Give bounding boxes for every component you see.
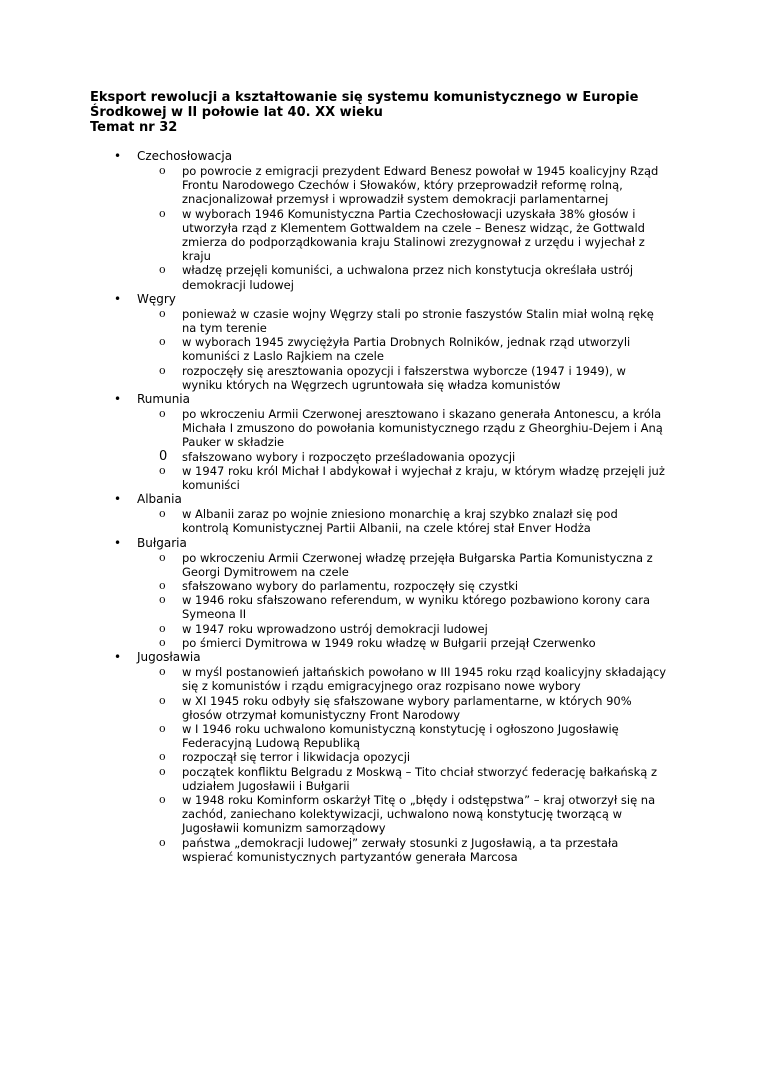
text-line: rozpoczęły się aresztowania opozycji i fałszerstwa wyborcze (1947 i 1949), w xyxy=(182,363,626,378)
text-line: w XI 1945 roku odbyły się sfałszowane wybory parlamentarne, w których 90% xyxy=(182,693,632,708)
list-item xyxy=(0,665,760,693)
title-line: Środkowej w II połowie lat 40. XX wieku xyxy=(90,105,383,120)
sub-bullet-icon: o xyxy=(159,463,166,477)
point-text xyxy=(182,694,677,722)
text-line: kontrolą Komunistycznej Partii Albanii, na czele której stał Enver Hodża xyxy=(182,521,591,536)
point-text xyxy=(182,750,677,764)
point-text xyxy=(182,307,677,335)
point-text xyxy=(182,765,677,793)
sub-bullet-icon: o xyxy=(159,721,166,735)
point-text xyxy=(182,464,677,492)
sub-bullet-icon: o xyxy=(159,335,166,349)
list-item xyxy=(0,694,760,722)
text-line: Symeona II xyxy=(182,607,247,622)
country-name: Rumunia xyxy=(137,392,190,407)
text-line: w 1947 roku król Michał I abdykował i wyjechał z kraju, w którym władzę przejęli już xyxy=(182,463,665,478)
text-line: głosów otrzymał komunistyczny Front Narodowy xyxy=(182,707,461,722)
sub-bullet-icon: o xyxy=(159,635,166,649)
country-heading xyxy=(0,492,760,507)
point-text xyxy=(182,793,677,836)
point-text xyxy=(182,579,677,593)
text-line: początek konfliktu Belgradu z Moskwą – Tito chciał stworzyć federację bałkańską z xyxy=(182,764,658,779)
point-text xyxy=(182,551,677,579)
country-outline xyxy=(0,149,760,864)
sub-bullet-icon: o xyxy=(159,750,166,764)
country-section xyxy=(0,536,760,650)
list-item xyxy=(0,622,760,636)
sub-bullet-icon: o xyxy=(159,550,166,564)
list-item xyxy=(0,836,760,864)
text-line: w I 1946 roku uchwalono komunistyczną konstytucję i ogłoszono Jugosławię xyxy=(182,721,619,736)
country-heading xyxy=(0,149,760,164)
text-line: kraju xyxy=(182,249,211,264)
sub-bullet-icon: o xyxy=(159,792,166,806)
text-line: w 1947 roku wprowadzono ustrój demokracji ludowej xyxy=(182,621,488,636)
point-text xyxy=(182,836,677,864)
bullet-icon: • xyxy=(114,492,122,507)
text-line: Frontu Narodowego Czechów i Słowaków, który przeprowadził reformę rolną, xyxy=(182,178,623,193)
point-list xyxy=(0,407,760,492)
text-line: demokracji ludowej xyxy=(182,277,294,292)
sub-bullet-icon: o xyxy=(159,665,166,679)
text-line: udziałem Jugosławii i Bułgarii xyxy=(182,778,350,793)
list-item xyxy=(0,307,760,335)
country-heading xyxy=(0,650,760,665)
list-item xyxy=(0,335,760,363)
sub-bullet-icon: o xyxy=(159,764,166,778)
point-list xyxy=(0,551,760,650)
bullet-icon: • xyxy=(114,149,122,163)
point-text xyxy=(182,407,677,450)
sub-bullet-icon: o xyxy=(159,363,166,377)
sub-bullet-icon: o xyxy=(159,693,166,707)
text-line: władzę przejęli komuniści, a uchwalona przez nich konstytucja określała ustrój xyxy=(182,263,634,278)
point-list xyxy=(0,164,760,292)
title-line: Eksport rewolucji a kształtowanie się systemu komunistycznego w Europie xyxy=(90,90,639,105)
country-name: Czechosłowacja xyxy=(137,149,233,163)
point-text xyxy=(182,263,677,291)
country-section xyxy=(0,650,760,864)
text-line: w Albanii zaraz po wojnie zniesiono monarchię a kraj szybko znalazł się pod xyxy=(182,507,618,522)
text-line: znacjonalizował przemysł i wprowadził system demokracji parlamentarnej xyxy=(182,192,609,207)
country-section xyxy=(0,292,760,392)
text-line: zmierza do podporządkowania kraju Stalinowi zrezygnował z urzędu i wyjechał z xyxy=(182,235,645,250)
country-name: Węgry xyxy=(137,291,176,306)
sub-bullet-icon: o xyxy=(159,621,166,635)
text-line: w wyborach 1946 Komunistyczna Partia Czechosłowacji uzyskała 38% głosów i xyxy=(182,206,636,221)
bullet-icon: • xyxy=(114,650,122,665)
text-line: się z komunistów i rządu emigracyjnego oraz rozpisano nowe wybory xyxy=(182,679,581,694)
point-text xyxy=(182,364,677,392)
text-line: w myśl postanowień jałtańskich powołano w III 1945 roku rząd koalicyjny składający xyxy=(182,665,667,680)
country-section xyxy=(0,392,760,492)
list-item xyxy=(0,636,760,650)
list-item xyxy=(0,464,760,492)
point-text xyxy=(182,335,677,363)
text-line: po wkroczeniu Armii Czerwonej władzę przejęła Bułgarska Partia Komunistyczna z xyxy=(182,550,653,565)
text-line: ponieważ w czasie wojny Węgrzy stali po stronie faszystów Stalin miał wolną rękę xyxy=(182,306,654,321)
list-item xyxy=(0,722,760,750)
text-line: w wyborach 1945 zwyciężyła Partia Drobnych Rolników, jednak rząd utworzyli xyxy=(182,335,631,350)
list-item xyxy=(0,407,760,450)
text-line: sfałszowano wybory do parlamentu, rozpoczęły się czystki xyxy=(182,579,519,594)
sub-bullet-icon: o xyxy=(159,164,166,177)
list-item xyxy=(0,164,760,207)
country-name: Albania xyxy=(137,492,182,507)
list-item xyxy=(0,551,760,579)
text-line: sfałszowano wybory i rozpoczęto prześladowania opozycji xyxy=(182,449,516,464)
bullet-icon: • xyxy=(114,291,122,306)
text-line: po śmierci Dymitrowa w 1949 roku władzę w Bułgarii przejął Czerwenko xyxy=(182,635,596,650)
sub-bullet-icon: o xyxy=(159,507,166,521)
text-line: Pauker w składzie xyxy=(182,435,285,450)
point-text xyxy=(182,636,677,650)
text-line: komuniści z Laslo Rajkiem na czele xyxy=(182,349,384,364)
text-line: wyniku których na Węgrzech ugruntowała się władza komunistów xyxy=(182,377,561,392)
list-item xyxy=(0,579,760,593)
sub-bullet-icon: o xyxy=(159,835,166,849)
sub-bullet-icon: o xyxy=(159,579,166,593)
point-list xyxy=(0,507,760,535)
text-line: komuniści xyxy=(182,478,240,493)
country-name: Jugosławia xyxy=(137,650,201,665)
text-line: na tym terenie xyxy=(182,321,267,336)
list-item xyxy=(0,793,760,836)
bullet-icon: • xyxy=(114,392,122,407)
list-item xyxy=(0,765,760,793)
sub-bullet-icon: o xyxy=(159,593,166,607)
text-line: Georgi Dymitrowem na czele xyxy=(182,564,349,579)
point-text xyxy=(182,207,677,264)
country-heading xyxy=(0,392,760,407)
country-heading xyxy=(0,536,760,551)
text-line: w 1948 roku Kominform oskarżył Titę o „błędy i odstępstwa” – kraj otworzył się na xyxy=(182,792,656,807)
list-item xyxy=(0,207,760,264)
country-section xyxy=(0,492,760,535)
point-text xyxy=(182,665,677,693)
text-line: po wkroczeniu Armii Czerwonej aresztowano i skazano generała Antonescu, a króla xyxy=(182,407,662,422)
list-item xyxy=(0,750,760,764)
text-line: Federacyjną Ludową Republiką xyxy=(182,736,360,751)
point-text xyxy=(182,722,677,750)
point-text xyxy=(182,622,677,636)
point-text xyxy=(182,507,677,535)
sub-bullet-icon: 0 xyxy=(159,448,168,464)
point-text xyxy=(182,450,677,464)
text-line: wspierać komunistycznych partyzantów generała Marcosa xyxy=(182,849,518,864)
point-text xyxy=(182,164,677,207)
text-line: Jugosławii komunizm samorządowy xyxy=(182,821,386,836)
point-list xyxy=(0,307,760,392)
topic-number: Temat nr 32 xyxy=(90,120,178,135)
country-name: Bułgaria xyxy=(137,535,187,550)
text-line: państwa „demokracji ludowej” zerwały stosunki z Jugosławią, a ta przestała xyxy=(182,835,619,850)
list-item xyxy=(0,263,760,291)
text-line: Michała I zmuszono do powołania komunistycznego rządu z Gheorghiu-Dejem i Aną xyxy=(182,421,663,436)
country-heading xyxy=(0,292,760,307)
sub-bullet-icon: o xyxy=(159,206,166,220)
point-text xyxy=(182,593,677,621)
list-item xyxy=(0,364,760,392)
sub-bullet-icon: o xyxy=(159,263,166,277)
text-line: po powrocie z emigracji prezydent Edward Benesz powołał w 1945 koalicyjny Rząd xyxy=(182,164,659,178)
bullet-icon: • xyxy=(114,535,122,550)
sub-bullet-icon: o xyxy=(159,407,166,421)
text-line: utworzyła rząd z Klementem Gottwaldem na czele – Benesz widząc, że Gottwald xyxy=(182,220,645,235)
list-item xyxy=(0,507,760,535)
text-line: rozpoczął się terror i likwidacja opozycji xyxy=(182,750,411,765)
list-item xyxy=(0,593,760,621)
point-list xyxy=(0,665,760,864)
list-item xyxy=(0,450,760,464)
country-section xyxy=(0,149,760,292)
sub-bullet-icon: o xyxy=(159,306,166,320)
text-line: zachód, zaniechano kolektywizacji, uchwalono nową konstytucję tworzącą w xyxy=(182,807,622,822)
text-line: w 1946 roku sfałszowano referendum, w wyniku którego pozbawiono korony cara xyxy=(182,593,650,608)
document-title xyxy=(90,90,690,135)
